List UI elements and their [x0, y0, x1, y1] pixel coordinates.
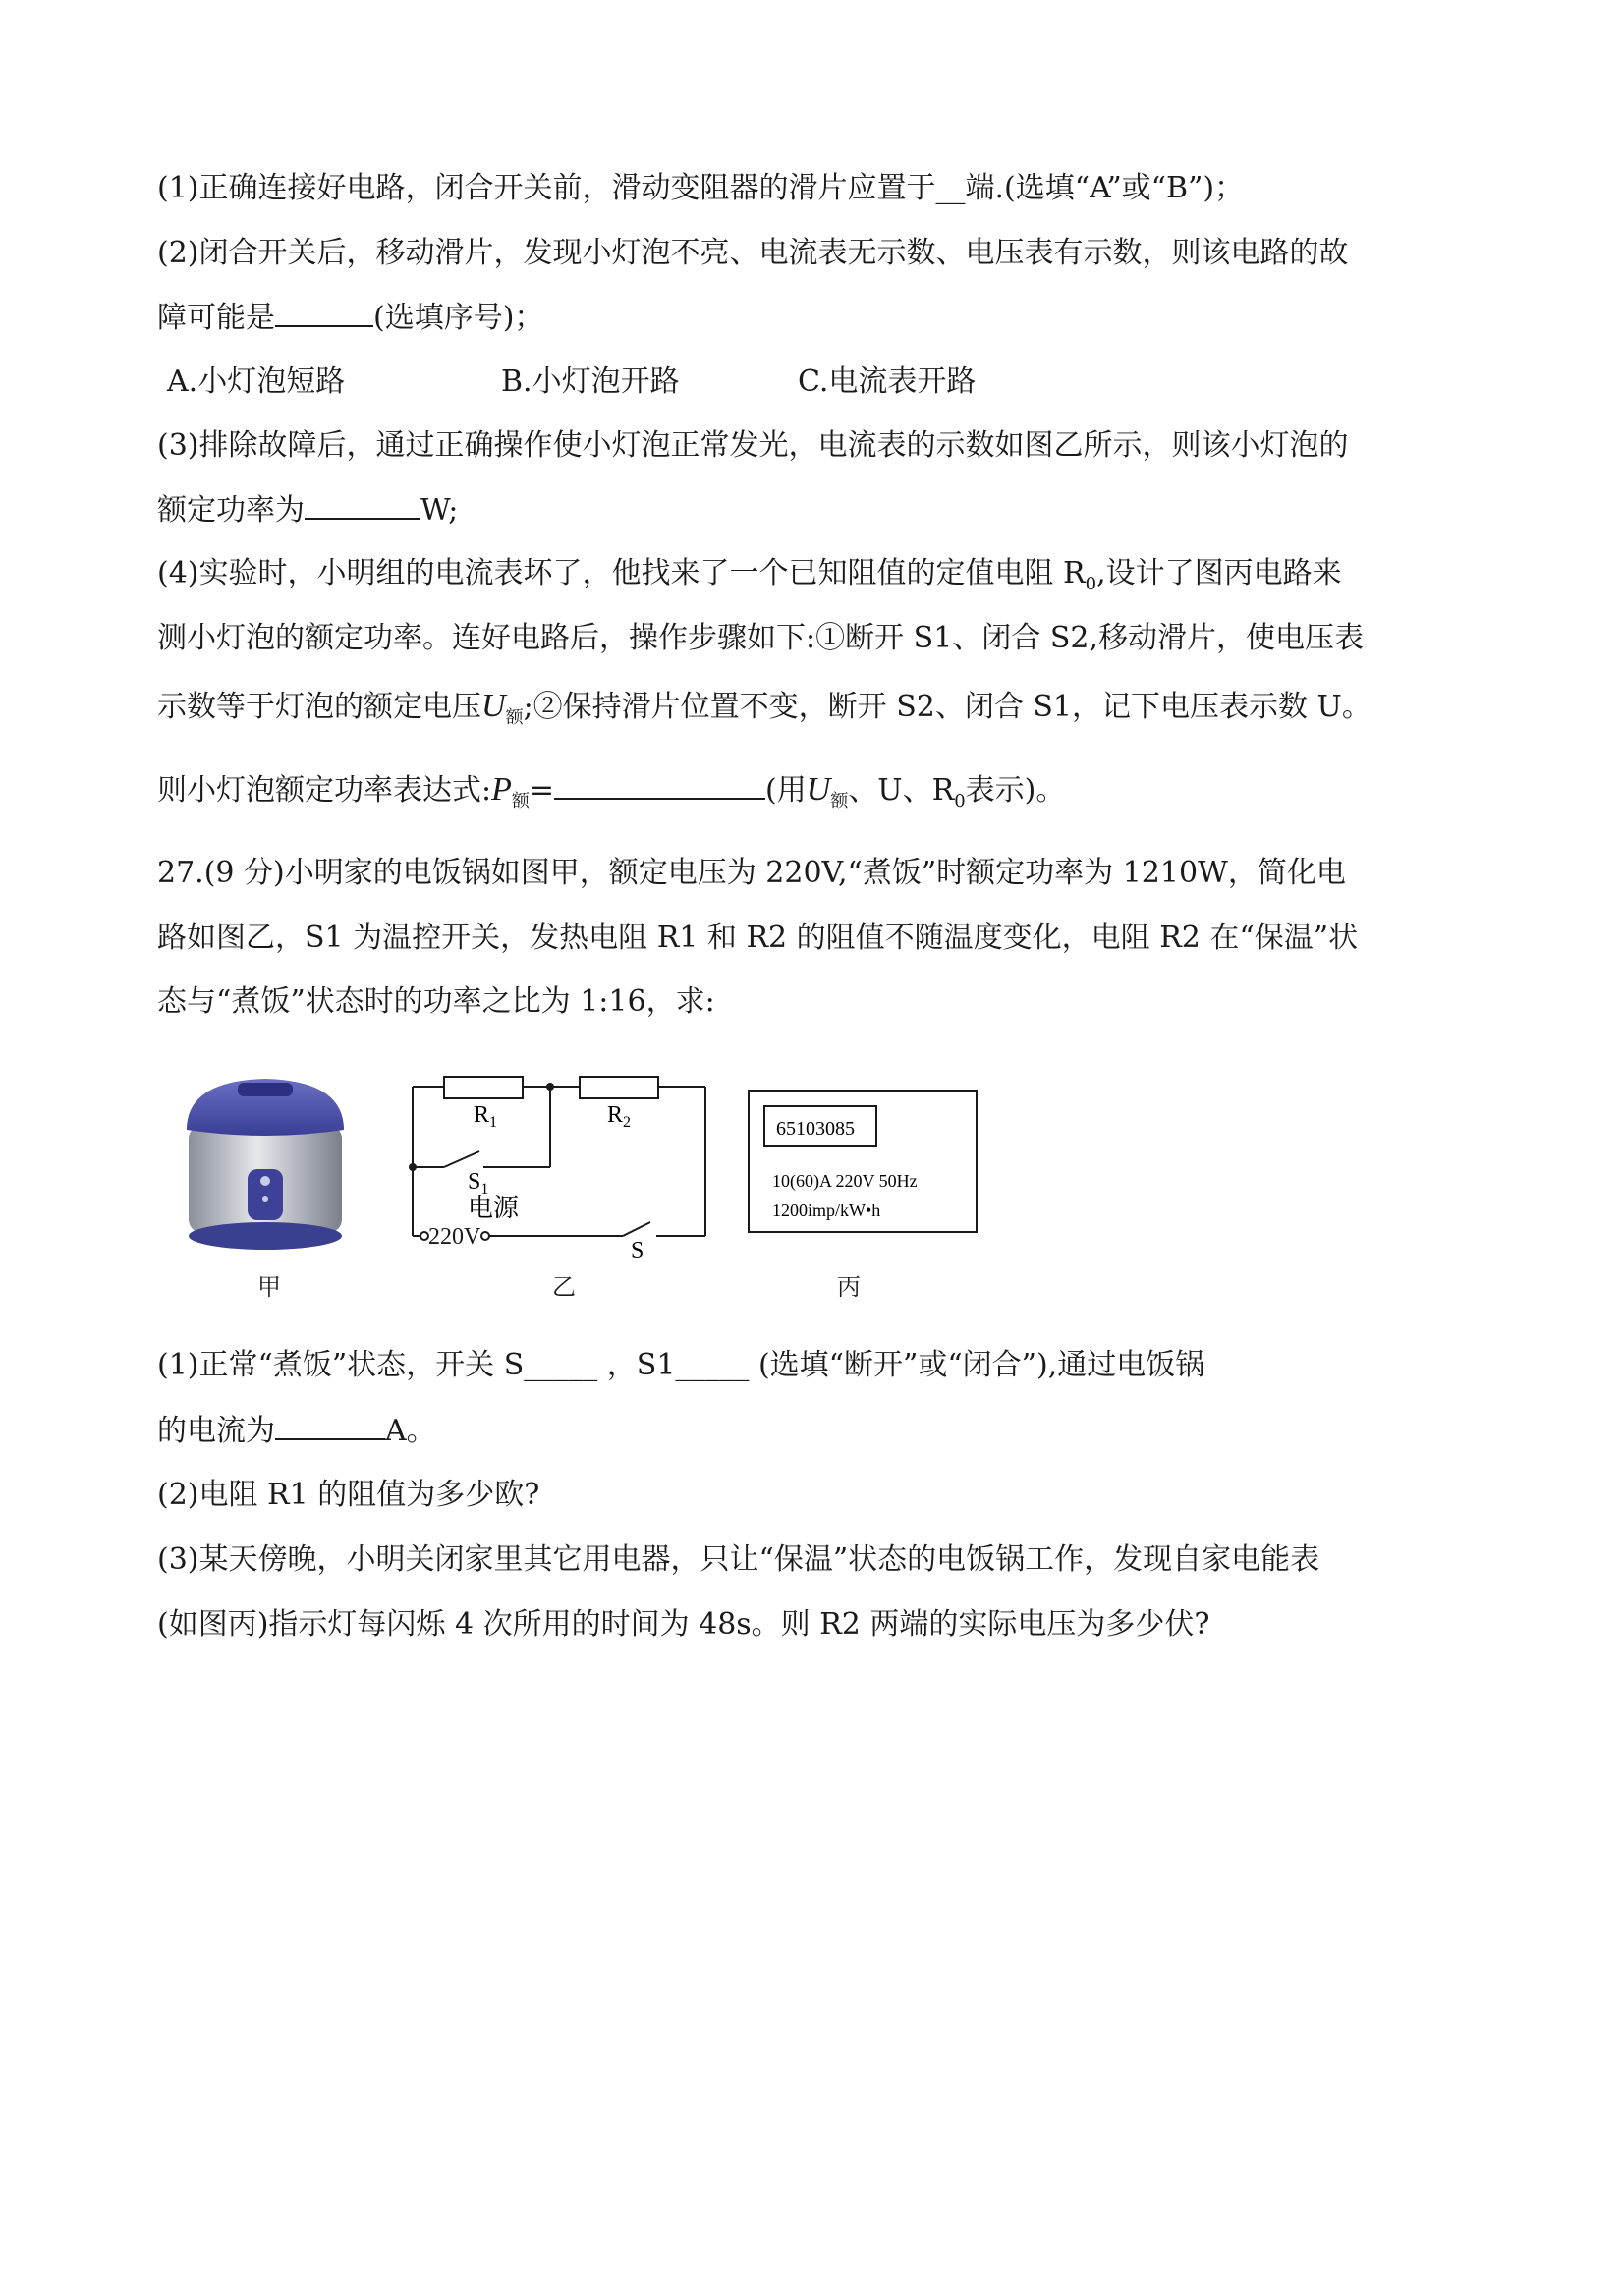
q26-part1-line: (1)正确连接好电路，闭合开关前，滑动变阻器的滑片应置于__端.(选填“A”或“B”)； [157, 171, 1245, 205]
junction-dot [546, 1083, 554, 1091]
q27-line1: 27.(9 分)小明家的电饭锅如图甲，额定电压为 220V,“煮饭”时额定功率为 1210W，简化电 [157, 856, 1346, 890]
q26-part3-unit: W; [420, 493, 459, 528]
label-voltage: 220V [428, 1224, 481, 1250]
formula-label: 则小灯泡额定功率表达式: [157, 773, 492, 808]
q26-part4-line3 [157, 685, 1371, 740]
switch-s1 [444, 1151, 479, 1167]
caption-bing: 丙 [837, 1273, 861, 1301]
q26-part3-line2 [157, 488, 458, 532]
formula-hint-b: 、U、R [848, 773, 955, 808]
terminal-right [481, 1232, 489, 1240]
q27-line3: 态与“煮饭”状态时的功率之比为 1:16，求: [157, 984, 715, 1019]
subscript-rated: 额 [505, 707, 524, 728]
answer-blank-power [305, 488, 420, 520]
q26-part4-line4 [157, 768, 1065, 823]
q26-part2-line1: (2)闭合开关后，移动滑片，发现小灯泡不亮、电流表无示数、电压表有示数，则该电路的故 [157, 236, 1349, 270]
q26-part2-suffix: (选填序号)； [373, 301, 544, 335]
q27-part1-line2 [157, 1409, 436, 1453]
q26-part4-line1 [157, 552, 1342, 606]
label-s: S [631, 1238, 644, 1263]
circuit-diagram [405, 1041, 719, 1267]
subscript-rated-2: 额 [830, 791, 849, 812]
answer-blank-formula [554, 768, 765, 800]
terminal-left [420, 1232, 428, 1240]
symbol-p-rated: P [491, 771, 512, 808]
q27-line2: 路如图乙，S1 为温控开关，发热电阻 R1 和 R2 的阻值不随温度变化，电阻 R2 在“保温”状 [157, 921, 1359, 955]
resistor-r1 [444, 1077, 523, 1098]
option-a: A.小灯泡短路 [167, 364, 346, 399]
subscript-rated-p: 额 [511, 791, 530, 812]
label-r2: $R_2$ [607, 1102, 632, 1131]
rice-cooker-image [177, 1071, 354, 1258]
equals-sign: = [529, 773, 555, 808]
option-c: C.电流表开路 [798, 364, 977, 399]
r0-subscript: 0 [1085, 574, 1097, 594]
q26-part4-line2: 测小灯泡的额定功率。连好电路后，操作步骤如下:①断开 S1、闭合 S2,移动滑片，使电压表 [157, 621, 1364, 655]
q27-part1-text: 的电流为 [157, 1414, 275, 1448]
r0-subscript-2: 0 [954, 791, 966, 812]
caption-yi: 乙 [552, 1273, 576, 1301]
q26-part4-text-d: ;②保持滑片位置不变，断开 S2、闭合 S1，记下电压表示数 U。 [523, 690, 1371, 724]
resistor-r2 [580, 1077, 658, 1098]
formula-hint-c: 表示)。 [965, 773, 1066, 808]
q26-part3-text: 额定功率为 [157, 493, 305, 528]
switch-s [623, 1222, 650, 1236]
q27-part2-line: (2)电阻 R1 的阻值为多少欧? [157, 1478, 540, 1512]
label-r1: $R_1$ [474, 1102, 498, 1131]
answer-blank-fault [275, 296, 373, 327]
q26-part3-line1: (3)排除故障后，通过正确操作使小灯泡正常发光，电流表的示数如图乙所示，则该小灯泡的 [157, 428, 1349, 463]
label-source: 电源 [468, 1194, 520, 1222]
symbol-u-rated-2: U [806, 771, 831, 808]
q26-part4-text-a: (4)实验时，小明组的电流表坏了，他找来了一个已知阻值的定值电阻 R [157, 556, 1086, 590]
option-b: B.小灯泡开路 [501, 364, 680, 399]
symbol-u-rated: U [481, 688, 506, 724]
q26-part2-line2 [157, 296, 543, 340]
label-s1: $S_1$ [468, 1169, 489, 1198]
q27-part3-line1: (3)某天傍晚，小明关闭家里其它用电器，只让“保温”状态的电饭锅工作，发现自家电能表 [157, 1542, 1320, 1577]
formula-hint-a: (用 [765, 773, 807, 808]
s1-pivot [409, 1163, 417, 1171]
caption-jia: 甲 [257, 1273, 281, 1301]
meter-reading: 65103085 [776, 1118, 855, 1140]
answer-blank-current [275, 1409, 385, 1440]
q26-part4-text-c: 示数等于灯泡的额定电压 [157, 690, 481, 724]
meter-spec-1: 10(60)A 220V 50Hz [772, 1171, 918, 1191]
energy-meter-diagram [747, 1089, 982, 1236]
meter-spec-2: 1200imp/kW•h [772, 1201, 881, 1220]
q26-part2-text: 障可能是 [157, 301, 275, 335]
q27-part1-line1: (1)正常“煮饭”状态，开关 S_____ ，S1_____ (选填“断开”或“闭合”),通过电饭锅 [157, 1348, 1205, 1382]
q27-part3-line2: (如图丙)指示灯每闪烁 4 次所用的时间为 48s。则 R2 两端的实际电压为多少伏? [157, 1607, 1210, 1642]
q27-part1-unit: A。 [385, 1414, 436, 1448]
q26-part4-text-b: ,设计了图丙电路来 [1096, 556, 1342, 590]
